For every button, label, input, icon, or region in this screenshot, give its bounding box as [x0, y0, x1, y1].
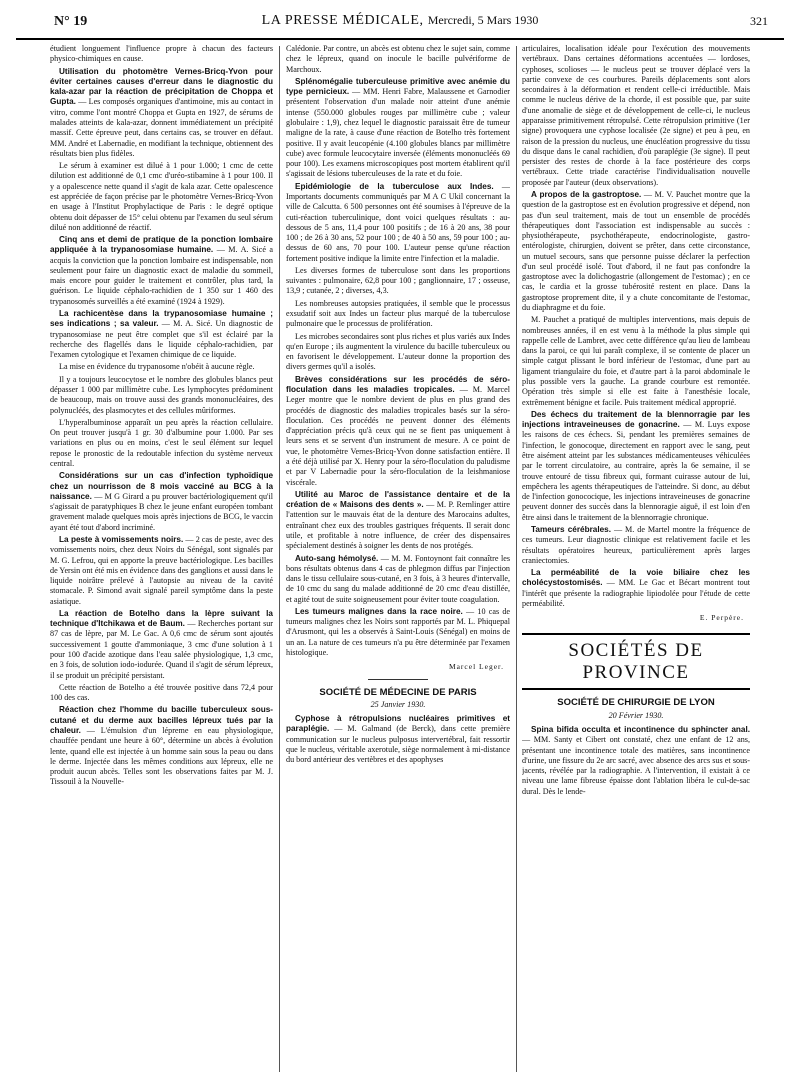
article	[50, 609, 273, 681]
paragraph: Il y a toujours leucocytose et le nombre des globules blancs peut dépasser 1 000 par millimètre cube. Les lymphocytes prédominent de beaucoup, mais on trouve aussi des grands mononucléaires, des polynucléés, des plasmocytes et des cellules mûriformes.	[50, 374, 273, 415]
journal-name: LA PRESSE MÉDICALE,	[261, 13, 424, 28]
article	[286, 490, 510, 552]
article-title: Cinq ans et demi de pratique de la ponction lombaire appliquée à la trypanosomiase humaine.	[50, 235, 273, 255]
article	[50, 471, 273, 533]
society-heading: SOCIÉTÉ DE CHIRURGIE DE LYON	[557, 697, 715, 709]
article	[50, 705, 273, 787]
article-text: — MM. Santy et Cibert ont constaté, chez une enfant de 12 ans, présentant une incontinence totale des matières, sans incontinence d'urine, une fissure du 2e arc sacré, avec absence des arcs sus et sous-jacents, révélée par la radiographie. A l'intervention, il existait à ce niveau une lame fibreuse épaisse dont l'ablation libéra le cul-de-sac dural. Dès le lende-	[522, 735, 750, 796]
article	[286, 77, 510, 180]
article-text: — M. V. Pauchet montre que la question de la gastroptose est en évolution progressive et dépend, non pas d'un seul traitement, mais de tout un ensemble de procédés thérapeutiques dont l'association est indispensable au succès : physiothérapeute, psychothérapeute, endocrinologiste, gastro-entérologiste, chirurgien, doivent se prêter, dans cette circonstance, un mutuel secours, sans que personne puisse déclarer la perfection d'un seul procédé isolé. Tout d'abord, il ne faut pas confondre la gastroptose avec la dolichogastrie (allongement de l'estomac) ; en ce cas, le cardia et la grosse tubérosité restent en place. Dans la gastroptose proprement dite, il y a chute concomitante de l'estomac, du diaphragme et du foie.	[522, 189, 750, 313]
article	[522, 410, 750, 523]
article	[286, 714, 510, 765]
article	[522, 525, 750, 566]
paragraph: Calédonie. Par contre, un abcès est obtenu chez le sujet sain, comme chez le lépreux, quand on inocule le bacille pulvériforme de Marchoux.	[286, 44, 510, 74]
article-text: — M. Galmand (de Berck), dans cette première communication sur le nucleus pulposus intervertébral, fait ressortir que le nucleus, véritable axerotule, siège normalement à mi-distance du bord antérieur des vertèbres et des apophyses	[286, 724, 510, 765]
article-text: — M. M. Fontoynont fait connaître les bons résultats obtenus dans 4 cas de phlegmon diffus par l'injection dans le tissu cellulaire sous-cutané, en 3 fois, à 3 heures d'intervalle, de 10 cmc du sang du malade additionné de 20 cmc d'eau distillée, et agité tout de suite soigneusement pour éviter toute coagulation.	[286, 553, 510, 604]
column-left	[50, 44, 273, 1076]
paragraph: Le sérum à examiner est dilué à 1 pour 1.000; 1 cmc de cette dilution est additionné de 0,1 cmc d'uréo-stibamine à 1 pour 100. Il y a opalescence nette quand il s'agit de kala azar. Cette opalescence est appréciée de façon précise par le photomètre Vernes-Bricq-Yvon en usage à l'Institut Prophylactique de Paris : le degré optique obtenu doit dépasser de 15° celui obtenu par l'examen du seul sérum dilué non additionné de réactif.	[50, 161, 273, 232]
article-title: La peste à vomissements noirs.	[59, 534, 184, 544]
article-text: — M. A. Sicé a acquis la conviction que la ponction lombaire est indispensable, non seulement pour faire un diagnostic exact de maladie du sommeil, mais encore pour guider le traitement et contrôler, plus tard, la guérison. Le liquide céphalo-rachidien de 1 350 sur 1 460 des trypanosomés surveillés a été examiné (1924 à 1929).	[50, 245, 273, 306]
society-date: 25 Janvier 1930.	[370, 699, 426, 709]
article	[522, 568, 750, 609]
article-title: Les tumeurs malignes dans la race noire.	[295, 606, 463, 616]
article-text: — 2 cas de peste, avec des vomissements noirs, chez deux Noirs du Sénégal, sont signalés par M. G. Lefrou, qui en apporte la preuve bactériologique. Les bacilles de Yersin ont été mis en évidence dans des ganglions et aussi dans le liquide noirâtre prélevé à l'autopsie au niveau de la cavité stomacale. P. Simond avait signalé pareil symptôme dans la peste asiatique.	[50, 534, 273, 606]
article	[50, 235, 273, 307]
society-heading: SOCIÉTÉ DE MÉDECINE DE PARIS	[319, 686, 477, 698]
paragraph: Cette réaction de Botelho a été trouvée positive dans 72,4 pour 100 des cas.	[50, 682, 273, 703]
paragraph: L'hyperalbuminose apparaît un peu après la réaction cellulaire. On peut trouver jusqu'à 1 gr. 30 d'albumine pour 1.000. Par ses variations en plus ou en moins, c'est le seul élément sur lequel repose le pronostic de la redoutable infection du système nerveux central.	[50, 417, 273, 468]
article-text: — MM. Henri Fabre, Malaussene et Garnodier présentent l'observation d'un malade noir atteint d'une anémie intense (550.000 globules rouges par millimètre cube ; valeur globulaire : 1,9), chez lequel le diagnostic paraissait être de tumeur maligne de la rate, à cause d'une réaction de Botelho très fortement positive. Il y avait leucopénie (4.100 globules blancs par millimètre cube) avec formule leucocytaire inversée (éléments mononucléés 69 pour 100). Les examens microscopiques post mortem établirent qu'il s'agissait de lésions tuberculeuses de la rate et du foie.	[286, 87, 510, 179]
article	[522, 725, 750, 797]
article	[286, 375, 510, 488]
paragraph: M. Pauchet a pratiqué de multiples interventions, mais depuis de nombreuses années, il en est venu à la méthode la plus simple qui rappelle celle de Lambret, avec cette différence qu'au lieu de lambeau dans la paroi, ce qui lui paraît complexe, il se contente de placer un simple catgut plissant le bord inférieur de l'estomac, d'une part au ligament triangulaire du foie, et d'autre part à la paroi abdominale le plus possible vers la gauche. La grande courbure est remontée. Opération très simple si elle est faite à l'anesthésie locale, extrêmement bénigne et facile. Puis traitement médical approprié.	[522, 315, 750, 407]
article-title: La réaction de Botelho dans la lèpre suivant la technique d'Itchikawa et de Baum.	[50, 608, 273, 629]
paragraph: articulaires, localisation idéale pour l'exécution des mouvements vertébraux. Dans certaines déformations accentuées — lordoses, cyphoses, scolioses — le nucleus peut se trouver déplacé vers la partie convexe de ces courbures. Pareils déplacements sont alors secondaires à la déformation et rendent celle-ci irréductible. Mais comme le nucleus dérive de la chorde, il est possible que, par suite d'une anomalie de siège et de développement de celle-ci, le nucleus apparaisse primitivement rétropulsé. Cette rétropulsion primitive (1er signe) provoquera une cyphose localisée (2e signe) et peu à peu, en raison de la pression du nucleus, une énucléation progressive du tissu du disque dans le canal rachidien, d'où paraplégie (3e signe). Il peut persister des restes de chorde à la face postérieure des corps vertébraux. Cette triade caractérise l'individualisation nouvelle proposée par l'auteur (deux observations).	[522, 44, 750, 187]
article-title: La rachicentèse dans la trypanosomiase humaine ; ses indications ; sa valeur.	[50, 309, 273, 329]
article-text: — Importants documents communiqués par M A C Ukil concernant la ville de Calcutta. 6 500 personnes ont été soumises à l'épreuve de la cuti-réaction tuberculinique, dont voici quelques résultats : au-dessous de 5 ans, 11,4 pour 100 positifs ; de 16 à 20 ans, 38 pour 100 ; de 26 à 30 ans, 52 pour 100 ; de 40 à 50 ans, 59 pour 100 ; au-dessus de 60 ans, 70 pour 100. L'auteur pense qu'une réaction fortement positive indique la limite entre l'infection et la maladie.	[286, 181, 510, 263]
article-text: — Recherches portant sur 87 cas de lèpre, par M. Le Gac. A 0,6 cmc de sérum sont ajoutés successivement 1 goutte d'ammoniaque, 3 cmc d'une solution à 1 pour 100 d'acide azotique dans l'eau salée physiologique, 1,3 cmc, en 3 fois, de solution iodo-iodurée. Quand il s'agit de sérum lépreux, il se produit un précipité persistant.	[50, 619, 273, 680]
paragraph: Les microbes secondaires sont plus riches et plus variés aux Indes qu'en Europe ; ils augmentent la virulence du bacille tuberculeux ou en favorisent le développement. L'auteur donne la proportion des divers germes qu'il a isolés.	[286, 331, 510, 372]
article-text: — M. Luys expose les raisons de ces échecs. Si, pendant les premières semaines de l'infection, le gonocoque, directement en rapport avec le sang, peut être aisément atteint par les substances médicamenteuses véhiculées par le torrent circulatoire, au contraire, après la 6e semaine, il se trouve entouré de tissu fibreux qui, formant cuirasse autour de lui, empêchera les agents thérapeutiques de l'atteindre. Si donc, au début de l'infection gonococique, les injections intraveineuses de gonacrine peuvent donner des succès dans la blennoragie aiguë, il est loin d'en être ainsi dans le traitement de la blennorragie chronique.	[522, 420, 750, 522]
article-text: — L'émulsion d'un lépreme en eau physiologique, chauffée pendant une heure à 60°, détermine un abcès à évolution lente, quand elle est injectée à un homme sain sous la peau ou dans le derme. Injectée dans les mêmes conditions aux lépreux, elle ne produit aucun abcès. Telles sont les observations faites par M. J. Tissouil à la Nouvelle-	[50, 726, 273, 787]
article-title: Utilité au Maroc de l'assistance dentaire et de la création de « Maisons des dents ».	[286, 489, 510, 510]
article-title: Spina bifida occulta et incontinence du sphincter anal.	[531, 725, 750, 735]
article-title: Des échecs du traitement de la blennorragie par les injections intraveineuses de gonacrine.	[522, 409, 750, 430]
article-title: Auto-sang hémolysé.	[295, 553, 379, 563]
article-title: Brèves considérations sur les procédés de séro-floculation dans les maladies tropicales.	[286, 374, 510, 394]
paragraph: Les diverses formes de tuberculose sont dans les proportions suivantes : pulmonaire, 62,8 pour 100 ; ganglionnaire, 17 ; osseuse, 13,9 ; cutanée, 2 ; diverses, 4,3.	[286, 265, 510, 296]
article-text: — M. A. Sicé. Un diagnostic de trypanosomiase ne peut être complet que s'il est éclairé par la recherche des flagellés dans le liquide céphalo-rachidien, par l'examen cytologique et l'examen chimique de ce liquide.	[50, 319, 273, 360]
article-text: — M. P. Remlinger attire l'attention sur le mauvais état de la denture des Marocains adultes, entraînant chez eux des troubles gastriques fréquents. Il serait donc utile, et profitable à notre influence, de créer des dispensaires spécialement destinés à soigner les dents de nos protégés.	[286, 500, 510, 551]
page-number: 321	[750, 14, 768, 28]
article	[286, 182, 510, 264]
article-title: A propos de la gastroptose.	[531, 189, 642, 199]
article-title: Splénomégalie tuberculeuse primitive avec anémie du type pernicieux.	[286, 76, 510, 97]
article-title: Utilisation du photomètre Vernes-Bricq-Yvon pour éviter certaines causes d'erreur dans le diagnostic du kala-azar par la réaction de précipitation de Choppa et Gupta.	[50, 66, 273, 107]
column-divider	[279, 46, 280, 1072]
article-title: La perméabilité de la voie biliaire chez les cholécystostomisés.	[522, 568, 750, 588]
journal-title	[16, 13, 784, 29]
section-banner: SOCIÉTÉS DE PROVINCE	[522, 633, 750, 690]
article-text: — 10 cas de tumeurs malignes chez les Noirs sont rapportés par M. L. Phiquepal d'Arusmont, qui les a observés à Saint-Louis (Sénégal) en moins de un an. La nature de ces tumeurs n'a pu être déterminée par l'examen histologique.	[286, 606, 510, 658]
article-text: — M. Marcel Leger montre que le nombre devient de plus en plus grand des procédés de diagnostic des maladies tropicales basés sur la séro-floculation. Ces procédés ne peuvent donner des éléments d'appréciation précis qu'à ceux qui ne se fient pas uniquement à leurs sens et se servent d'un instrument de mesure. A ce point de vue, le photomètre Vernes-Bricq-Yvon donne satisfaction entière. Il a été déjà utilisé par X. Henry pour la séro-floculation du paludisme et par V Labernadie pour la séro-floculation de la leishmaniose viscérale.	[286, 385, 510, 487]
column-middle	[286, 44, 510, 1076]
issue-number: N° 19	[54, 14, 88, 29]
article	[50, 309, 273, 360]
article-text: — MM. Le Gac et Bécart montrent tout l'intérêt que présente la radiographie lipiodolée pour l'étude de cette perméabilité.	[522, 578, 750, 608]
article-text: — M. de Martel montre la fréquence de ces tumeurs. Leur diagnostic clinique est relativement facile et les résultats opératoires heureux, particulièrement après larges craniectomies.	[522, 524, 750, 565]
article-title: Tameurs cérébrales.	[531, 524, 611, 534]
issue-date: Mercredi, 5 Mars 1930	[427, 13, 539, 27]
article	[50, 535, 273, 607]
article-text: — Les composés organiques d'antimoine, mis au contact in vitro, comme l'ont montré Choppa et Gupta en 1927, de sérums de malades atteints de kala-azar, donnent immédiatement un précipité massif. Cette épreuve peut, dans certains cas, se trouver en défaut. MM. André et Labernadie, en modifiant la technique, obtiennent des résultats bien plus fidèles.	[50, 97, 273, 158]
paragraph: La mise en évidence du trypanosome n'obéit à aucune règle.	[59, 362, 255, 372]
article-title: Considérations sur un cas d'infection typhoïdique chez un nourrisson de 8 mois vacciné au BCG à la naissance.	[50, 471, 273, 501]
article-title: Réaction chez l'homme du bacille tuberculeux sous-cutané et du derme aux bacilles lépreux tués par la chaleur.	[50, 705, 273, 735]
article	[286, 607, 510, 658]
author-signature: Marcel Leger.	[448, 662, 504, 672]
section-divider	[368, 679, 428, 680]
article-title: Cyphose à rétropulsions nucléaires primitives et paraplégie.	[286, 714, 510, 734]
article	[522, 190, 750, 313]
page-header	[16, 8, 784, 40]
article	[286, 554, 510, 605]
column-right	[522, 44, 750, 1076]
society-date: 20 Février 1930.	[608, 710, 664, 720]
author-signature: E. Perpère.	[699, 613, 744, 623]
article	[50, 67, 273, 160]
paragraph: étudient longuement l'influence propre à chacun des facteurs physico-chimiques en cause.	[50, 44, 273, 64]
article-text: — M G Girard a pu prouver bactériologiquement qu'il s'agissait de paratyphiques B chez le jeune enfant européen tombant gravement malade quelques mois après injections de BCG, le vaccin ayant été tout d'abord incriminé.	[50, 491, 273, 532]
column-divider	[516, 46, 517, 1072]
paragraph: Les nombreuses autopsies pratiquées, il semble que le processus exsudatif soit aux Indes un facteur plus marqué de la tuberculose pulmonaire que le processus de prolifération.	[286, 298, 510, 329]
article-title: Epidémiologie de la tuberculose aux Indes.	[295, 181, 494, 191]
